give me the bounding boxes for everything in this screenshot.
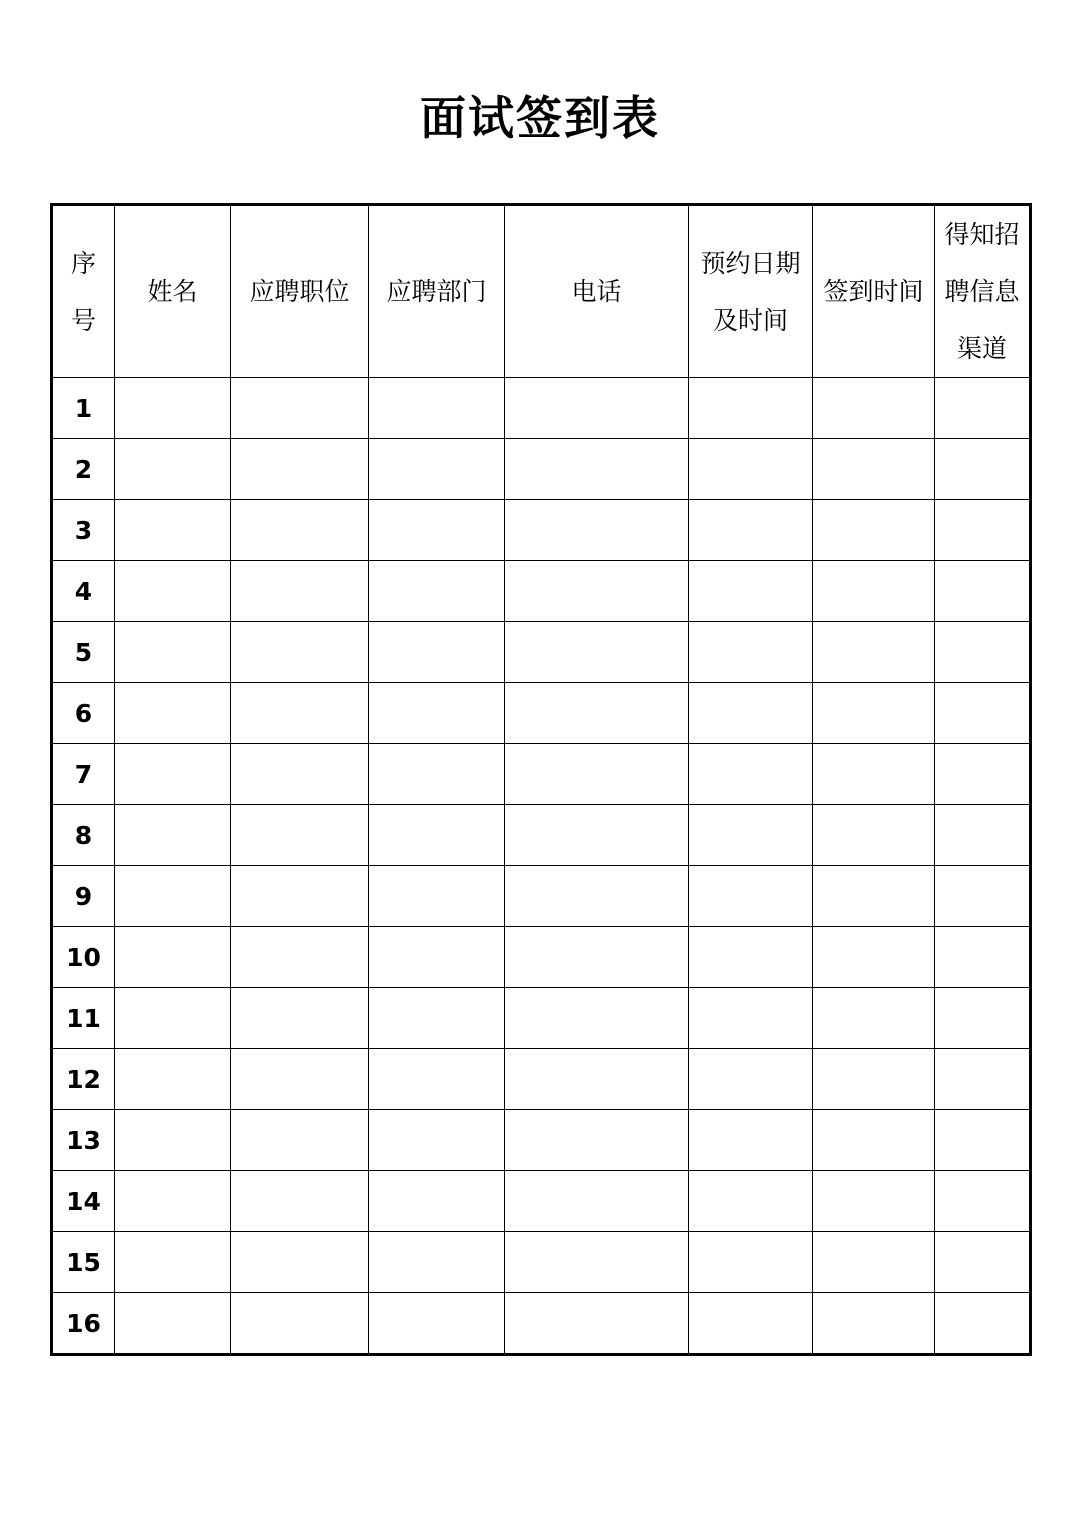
table-body bbox=[52, 378, 1031, 1355]
cell-phone[interactable] bbox=[505, 1232, 689, 1293]
cell-appointment[interactable] bbox=[689, 439, 813, 500]
cell-name[interactable] bbox=[115, 500, 231, 561]
header-department: 应聘部门 bbox=[369, 205, 505, 378]
table-row bbox=[52, 683, 1031, 744]
cell-signin-time[interactable] bbox=[813, 866, 935, 927]
cell-phone[interactable] bbox=[505, 866, 689, 927]
row-number: 2 bbox=[52, 439, 115, 500]
cell-phone[interactable] bbox=[505, 1293, 689, 1355]
cell-signin-time[interactable] bbox=[813, 805, 935, 866]
cell-department[interactable] bbox=[369, 1232, 505, 1293]
table-row bbox=[52, 561, 1031, 622]
row-number: 15 bbox=[52, 1232, 115, 1293]
table-row bbox=[52, 927, 1031, 988]
cell-position[interactable] bbox=[231, 988, 369, 1049]
cell-department[interactable] bbox=[369, 561, 505, 622]
table-row bbox=[52, 1293, 1031, 1355]
cell-source-channel[interactable] bbox=[935, 561, 1031, 622]
cell-department[interactable] bbox=[369, 1110, 505, 1171]
cell-phone[interactable] bbox=[505, 805, 689, 866]
cell-phone[interactable] bbox=[505, 378, 689, 439]
cell-signin-time[interactable] bbox=[813, 1110, 935, 1171]
cell-appointment[interactable] bbox=[689, 805, 813, 866]
cell-appointment[interactable] bbox=[689, 622, 813, 683]
cell-appointment[interactable] bbox=[689, 988, 813, 1049]
cell-department[interactable] bbox=[369, 1171, 505, 1232]
row-number: 9 bbox=[52, 866, 115, 927]
cell-position[interactable] bbox=[231, 1049, 369, 1110]
cell-name[interactable] bbox=[115, 744, 231, 805]
cell-signin-time[interactable] bbox=[813, 439, 935, 500]
page-title: 面试签到表 bbox=[420, 91, 660, 145]
cell-department[interactable] bbox=[369, 866, 505, 927]
cell-name[interactable] bbox=[115, 1049, 231, 1110]
row-number: 8 bbox=[52, 805, 115, 866]
cell-department[interactable] bbox=[369, 1293, 505, 1355]
cell-appointment[interactable] bbox=[689, 1171, 813, 1232]
table-row bbox=[52, 439, 1031, 500]
cell-name[interactable] bbox=[115, 1171, 231, 1232]
cell-name[interactable] bbox=[115, 439, 231, 500]
cell-source-channel[interactable] bbox=[935, 805, 1031, 866]
cell-source-channel[interactable] bbox=[935, 500, 1031, 561]
cell-signin-time[interactable] bbox=[813, 1049, 935, 1110]
cell-position[interactable] bbox=[231, 1171, 369, 1232]
cell-signin-time[interactable] bbox=[813, 1171, 935, 1232]
cell-signin-time[interactable] bbox=[813, 683, 935, 744]
cell-phone[interactable] bbox=[505, 1049, 689, 1110]
cell-appointment[interactable] bbox=[689, 500, 813, 561]
cell-source-channel[interactable] bbox=[935, 439, 1031, 500]
cell-department[interactable] bbox=[369, 683, 505, 744]
header-index: 序 号 bbox=[52, 205, 115, 378]
cell-name[interactable] bbox=[115, 805, 231, 866]
cell-phone[interactable] bbox=[505, 1171, 689, 1232]
cell-appointment[interactable] bbox=[689, 683, 813, 744]
cell-phone[interactable] bbox=[505, 622, 689, 683]
cell-appointment[interactable] bbox=[689, 1110, 813, 1171]
cell-phone[interactable] bbox=[505, 500, 689, 561]
header-appointment: 预约日期 及时间 bbox=[689, 205, 813, 378]
cell-appointment[interactable] bbox=[689, 1232, 813, 1293]
header-phone: 电话 bbox=[505, 205, 689, 378]
row-number: 16 bbox=[52, 1293, 115, 1355]
table-row bbox=[52, 1171, 1031, 1232]
cell-source-channel[interactable] bbox=[935, 1293, 1031, 1355]
row-number: 6 bbox=[52, 683, 115, 744]
cell-source-channel[interactable] bbox=[935, 1049, 1031, 1110]
cell-source-channel[interactable] bbox=[935, 988, 1031, 1049]
cell-department[interactable] bbox=[369, 744, 505, 805]
cell-name[interactable] bbox=[115, 1293, 231, 1355]
cell-source-channel[interactable] bbox=[935, 927, 1031, 988]
cell-signin-time[interactable] bbox=[813, 378, 935, 439]
row-number: 7 bbox=[52, 744, 115, 805]
cell-source-channel[interactable] bbox=[935, 622, 1031, 683]
cell-phone[interactable] bbox=[505, 439, 689, 500]
row-number: 3 bbox=[52, 500, 115, 561]
cell-name[interactable] bbox=[115, 988, 231, 1049]
cell-signin-time[interactable] bbox=[813, 561, 935, 622]
cell-appointment[interactable] bbox=[689, 927, 813, 988]
cell-appointment[interactable] bbox=[689, 744, 813, 805]
header-name: 姓名 bbox=[115, 205, 231, 378]
header-signin-time: 签到时间 bbox=[813, 205, 935, 378]
table-row bbox=[52, 744, 1031, 805]
cell-position[interactable] bbox=[231, 1232, 369, 1293]
cell-position[interactable] bbox=[231, 866, 369, 927]
table-row bbox=[52, 500, 1031, 561]
cell-signin-time[interactable] bbox=[813, 1293, 935, 1355]
cell-name[interactable] bbox=[115, 1232, 231, 1293]
cell-department[interactable] bbox=[369, 439, 505, 500]
cell-position[interactable] bbox=[231, 744, 369, 805]
row-number: 12 bbox=[52, 1049, 115, 1110]
row-number: 13 bbox=[52, 1110, 115, 1171]
cell-department[interactable] bbox=[369, 988, 505, 1049]
cell-department[interactable] bbox=[369, 805, 505, 866]
cell-source-channel[interactable] bbox=[935, 683, 1031, 744]
table-row bbox=[52, 1232, 1031, 1293]
table-row bbox=[52, 805, 1031, 866]
cell-position[interactable] bbox=[231, 622, 369, 683]
cell-name[interactable] bbox=[115, 1110, 231, 1171]
cell-source-channel[interactable] bbox=[935, 1171, 1031, 1232]
cell-department[interactable] bbox=[369, 1049, 505, 1110]
cell-appointment[interactable] bbox=[689, 561, 813, 622]
cell-position[interactable] bbox=[231, 439, 369, 500]
cell-source-channel[interactable] bbox=[935, 378, 1031, 439]
cell-position[interactable] bbox=[231, 1110, 369, 1171]
cell-source-channel[interactable] bbox=[935, 744, 1031, 805]
cell-department[interactable] bbox=[369, 622, 505, 683]
cell-position[interactable] bbox=[231, 927, 369, 988]
row-number: 1 bbox=[52, 378, 115, 439]
cell-phone[interactable] bbox=[505, 988, 689, 1049]
cell-name[interactable] bbox=[115, 927, 231, 988]
table-row bbox=[52, 1049, 1031, 1110]
cell-appointment[interactable] bbox=[689, 866, 813, 927]
row-number: 11 bbox=[52, 988, 115, 1049]
row-number: 10 bbox=[52, 927, 115, 988]
cell-source-channel[interactable] bbox=[935, 1232, 1031, 1293]
cell-name[interactable] bbox=[115, 622, 231, 683]
cell-position[interactable] bbox=[231, 500, 369, 561]
cell-name[interactable] bbox=[115, 683, 231, 744]
cell-department[interactable] bbox=[369, 378, 505, 439]
cell-signin-time[interactable] bbox=[813, 622, 935, 683]
cell-phone[interactable] bbox=[505, 1110, 689, 1171]
header-source-channel: 得知招 聘信息 渠道 bbox=[935, 205, 1031, 378]
cell-signin-time[interactable] bbox=[813, 988, 935, 1049]
cell-signin-time[interactable] bbox=[813, 927, 935, 988]
table-row bbox=[52, 866, 1031, 927]
cell-appointment[interactable] bbox=[689, 1049, 813, 1110]
row-number: 5 bbox=[52, 622, 115, 683]
cell-signin-time[interactable] bbox=[813, 1232, 935, 1293]
cell-source-channel[interactable] bbox=[935, 1110, 1031, 1171]
table-row bbox=[52, 988, 1031, 1049]
cell-position[interactable] bbox=[231, 683, 369, 744]
cell-signin-time[interactable] bbox=[813, 744, 935, 805]
cell-signin-time[interactable] bbox=[813, 500, 935, 561]
cell-position[interactable] bbox=[231, 561, 369, 622]
sign-in-table bbox=[50, 203, 1032, 1356]
row-number: 14 bbox=[52, 1171, 115, 1232]
row-number: 4 bbox=[52, 561, 115, 622]
cell-phone[interactable] bbox=[505, 561, 689, 622]
cell-position[interactable] bbox=[231, 1293, 369, 1355]
cell-position[interactable] bbox=[231, 378, 369, 439]
cell-phone[interactable] bbox=[505, 927, 689, 988]
table-row bbox=[52, 1110, 1031, 1171]
cell-department[interactable] bbox=[369, 500, 505, 561]
cell-name[interactable] bbox=[115, 866, 231, 927]
cell-phone[interactable] bbox=[505, 683, 689, 744]
cell-name[interactable] bbox=[115, 561, 231, 622]
header-row bbox=[52, 205, 1031, 378]
cell-phone[interactable] bbox=[505, 744, 689, 805]
cell-name[interactable] bbox=[115, 378, 231, 439]
cell-department[interactable] bbox=[369, 927, 505, 988]
cell-source-channel[interactable] bbox=[935, 866, 1031, 927]
table-row bbox=[52, 622, 1031, 683]
cell-appointment[interactable] bbox=[689, 378, 813, 439]
cell-appointment[interactable] bbox=[689, 1293, 813, 1355]
cell-position[interactable] bbox=[231, 805, 369, 866]
table-row bbox=[52, 378, 1031, 439]
header-position: 应聘职位 bbox=[231, 205, 369, 378]
